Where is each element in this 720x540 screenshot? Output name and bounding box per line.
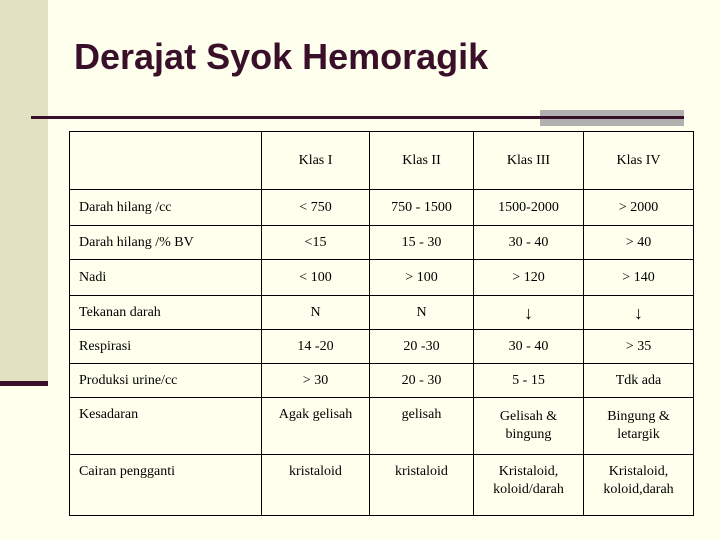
shock-class-table-wrapper [69, 131, 693, 515]
row-label: Produksi urine/cc [70, 364, 262, 398]
row-label: Tekanan darah [70, 296, 262, 330]
table-cell: > 35 [584, 330, 694, 364]
table-cell: < 100 [262, 260, 370, 296]
table-cell: > 30 [262, 364, 370, 398]
table-cell: <15 [262, 226, 370, 260]
table-cell: Kristaloid, koloid,darah [584, 455, 694, 516]
row-label: Darah hilang /% BV [70, 226, 262, 260]
side-decoration-strip [0, 0, 48, 384]
table-cell: > 40 [584, 226, 694, 260]
table-cell: 750 - 1500 [370, 190, 474, 226]
table-cell: kristaloid [370, 455, 474, 516]
table-cell: 30 - 40 [474, 330, 584, 364]
table-row [70, 226, 694, 260]
table-header-row [70, 132, 694, 190]
table-cell: 20 - 30 [370, 364, 474, 398]
header-cell: Klas IV [584, 132, 694, 190]
row-label: Kesadaran [70, 398, 262, 455]
title-underline-accent [540, 110, 684, 126]
table-cell: > 2000 [584, 190, 694, 226]
table-cell: < 750 [262, 190, 370, 226]
table-cell: 30 - 40 [474, 226, 584, 260]
table-row [70, 296, 694, 330]
slide-title: Derajat Syok Hemoragik [74, 36, 489, 77]
table-cell: Kristaloid, koloid/darah [474, 455, 584, 516]
table-cell: 15 - 30 [370, 226, 474, 260]
table-cell: Tdk ada [584, 364, 694, 398]
header-cell: Klas II [370, 132, 474, 190]
table-cell: > 140 [584, 260, 694, 296]
row-label: Nadi [70, 260, 262, 296]
table-cell: > 120 [474, 260, 584, 296]
row-label: Darah hilang /cc [70, 190, 262, 226]
table-cell: Bingung & letargik [584, 398, 694, 455]
table-cell: N [262, 296, 370, 330]
table-cell: gelisah [370, 398, 474, 455]
header-cell [70, 132, 262, 190]
table-row [70, 398, 694, 455]
table-cell: Agak gelisah [262, 398, 370, 455]
table-row [70, 455, 694, 516]
header-cell: Klas I [262, 132, 370, 190]
shock-class-table [69, 131, 694, 516]
table-row [70, 190, 694, 226]
header-cell: Klas III [474, 132, 584, 190]
table-row [70, 260, 694, 296]
down-arrow-icon: ↓ [474, 296, 584, 330]
table-cell: 14 -20 [262, 330, 370, 364]
table-row [70, 330, 694, 364]
table-row [70, 364, 694, 398]
row-label: Cairan pengganti [70, 455, 262, 516]
table-cell: > 100 [370, 260, 474, 296]
table-cell: N [370, 296, 474, 330]
table-cell: Gelisah & bingung [474, 398, 584, 455]
side-accent-bar [0, 381, 48, 386]
table-cell: 5 - 15 [474, 364, 584, 398]
table-cell: kristaloid [262, 455, 370, 516]
table-cell: 20 -30 [370, 330, 474, 364]
down-arrow-icon: ↓ [584, 296, 694, 330]
table-cell: 1500-2000 [474, 190, 584, 226]
row-label: Respirasi [70, 330, 262, 364]
